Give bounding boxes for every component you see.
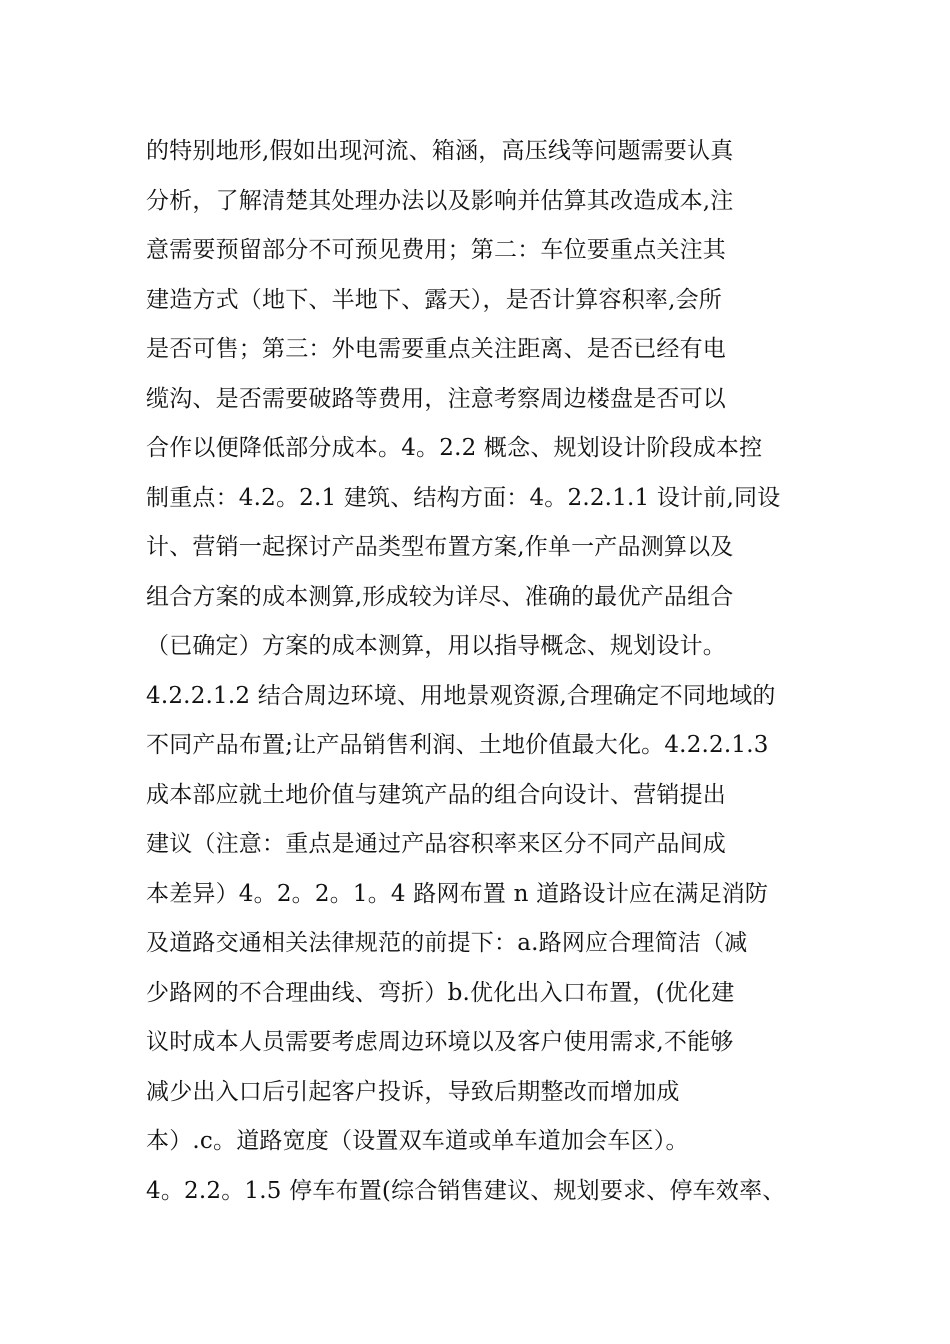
text-line: 制重点：4.2。2.1 建筑、结构方面：4。2.2.1.1 设计前,同设: [146, 484, 781, 511]
text-line: 成本部应就土地价值与建筑产品的组合向设计、营销提出: [146, 781, 726, 808]
text-line: 减少出入口后引起客户投诉，导致后期整改而增加成: [146, 1078, 680, 1105]
text-line: 计、营销一起探讨产品类型布置方案,作单一产品测算以及: [146, 534, 734, 560]
text-line: 不同产品布置;让产品销售利润、土地价值最大化。4.2.2.1.3: [146, 732, 769, 758]
text-line: 议时成本人员需要考虑周边环境以及客户使用需求,不能够: [146, 1029, 734, 1055]
text-line: 及道路交通相关法律规范的前提下：a.路网应合理简洁（减: [146, 930, 748, 956]
text-line: 分析，了解清楚其处理办法以及影响并估算其改造成本,注: [146, 187, 734, 214]
text-line: 组合方案的成本测算,形成较为详尽、准确的最优产品组合: [146, 583, 734, 610]
text-line: 少路网的不合理曲线、弯折）b.优化出入口布置，(优化建: [146, 979, 735, 1006]
text-line: 4.2.2.1.2 结合周边环境、用地景观资源,合理确定不同地域的: [146, 682, 776, 709]
text-line: 意需要预留部分不可预见费用；第二：车位要重点关注其: [146, 237, 726, 263]
text-line: 缆沟、是否需要破路等费用，注意考察周边楼盘是否可以: [146, 385, 726, 412]
text-line: 本）.c。道路宽度（设置双车道或单车道加会车区）。: [146, 1128, 689, 1154]
text-line: 合作以便降低部分成本。4。2.2 概念、规划设计阶段成本控: [146, 435, 763, 461]
text-line: 本差异）4。2。2。1。4 路网布置 n 道路设计应在满足消防: [146, 880, 769, 907]
text-line: 是否可售；第三：外电需要重点关注距离、是否已经有电: [146, 336, 726, 362]
text-line: （已确定）方案的成本测算，用以指导概念、规划设计。: [146, 633, 726, 659]
text-line: 建议（注意：重点是通过产品容积率来区分不同产品间成: [146, 831, 726, 857]
text-line: 的特别地形,假如出现河流、箱涵，高压线等问题需要认真: [146, 138, 734, 164]
text-line: 4。2.2。1.5 停车布置(综合销售建议、规划要求、停车效率、: [146, 1177, 786, 1204]
text-line: 建造方式（地下、半地下、露天），是否计算容积率,会所: [146, 286, 723, 313]
body-text: [146, 127, 826, 1216]
